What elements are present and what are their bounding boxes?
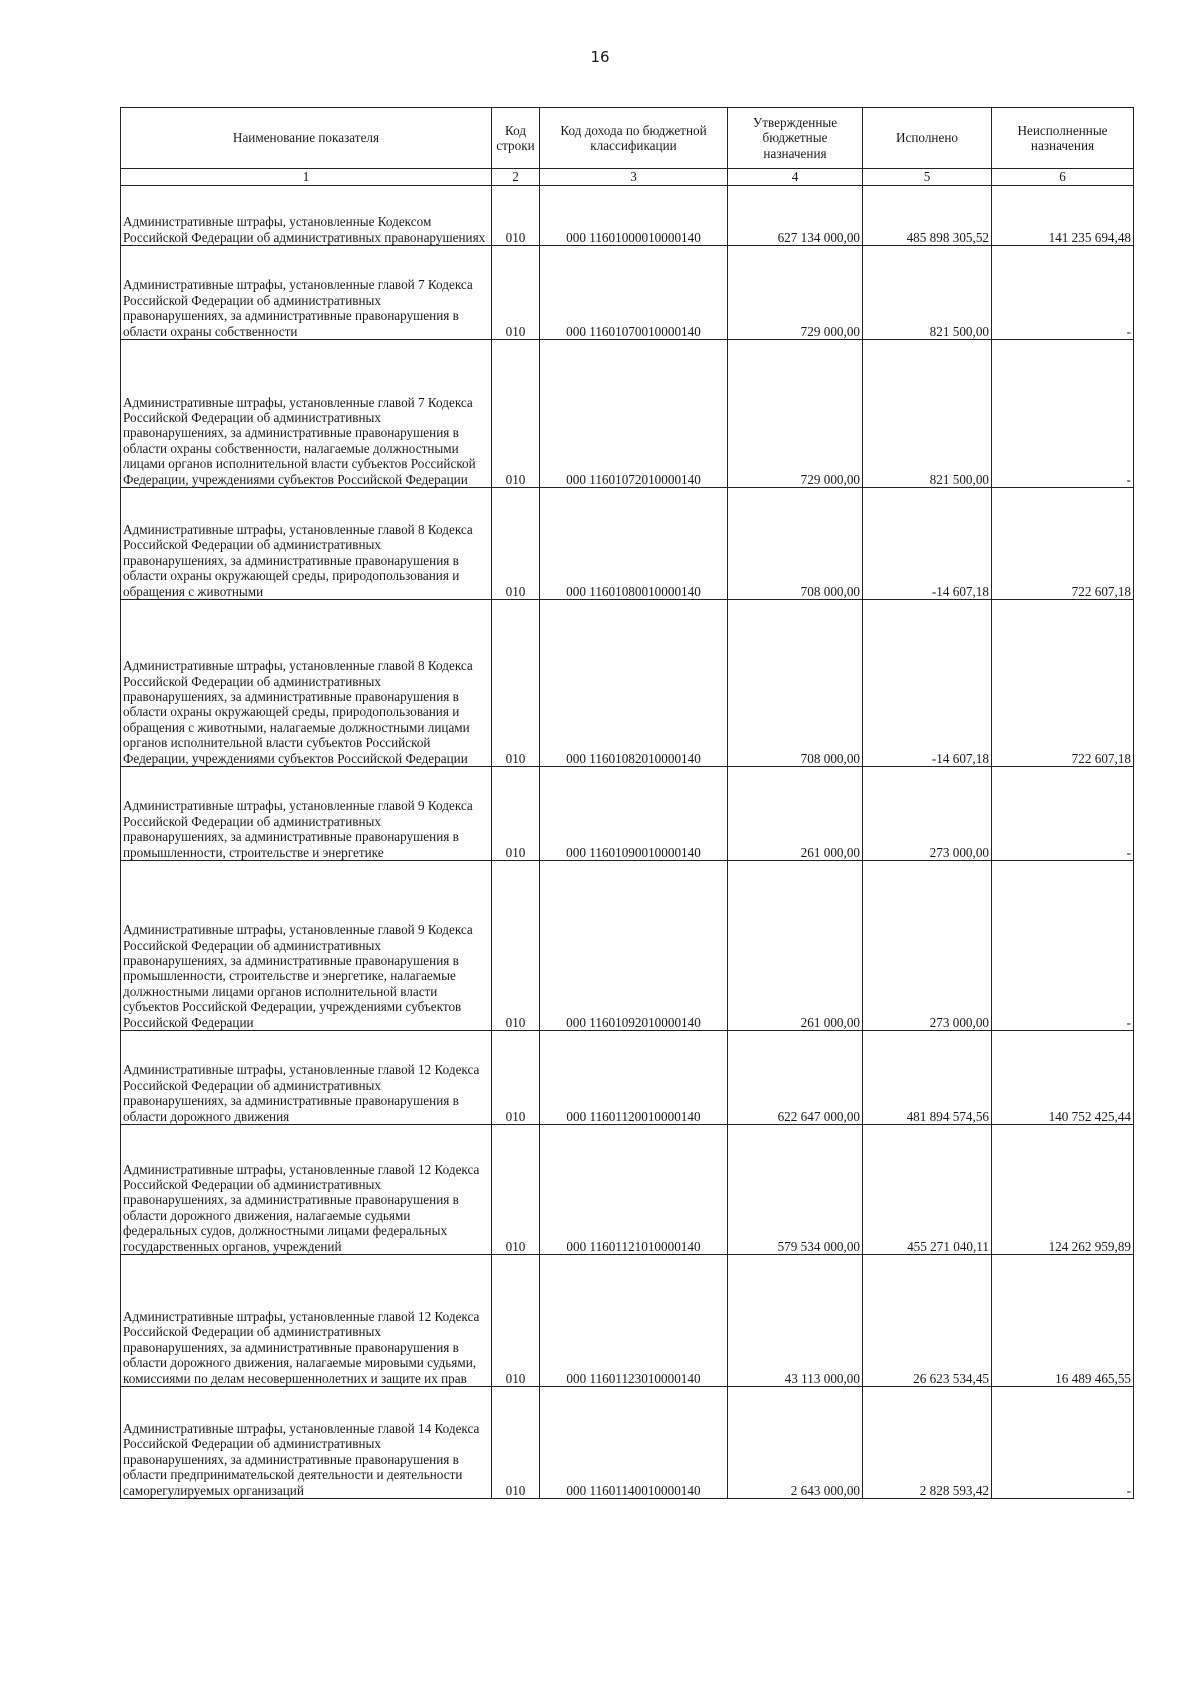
executed-amount: -14 607,18 xyxy=(863,488,992,600)
header-unexecuted: Неисполненные назначения xyxy=(992,108,1134,169)
approved-amount: 43 113 000,00 xyxy=(728,1255,863,1387)
unexecuted-amount: - xyxy=(992,340,1134,488)
indicator-name: Административные штрафы, установленные Кодексом Российской Федерации об административных правонарушениях xyxy=(121,186,492,246)
income-code: 000 11601090010000140 xyxy=(540,767,728,861)
approved-amount: 261 000,00 xyxy=(728,767,863,861)
column-number: 1 xyxy=(121,169,492,186)
approved-amount: 579 534 000,00 xyxy=(728,1125,863,1255)
line-code: 010 xyxy=(492,246,540,340)
table-row xyxy=(121,1255,1134,1387)
unexecuted-amount: 722 607,18 xyxy=(992,600,1134,767)
header-income-code: Код дохода по бюджетной классификации xyxy=(540,108,728,169)
indicator-name: Административные штрафы, установленные главой 7 Кодекса Российской Федерации об административных правонарушениях, за административные правонарушения в области охраны собственности, налагаемые должностными лицами органов исполнительной власти субъектов Российской Федерации, учреждениями субъектов Российской Федерации xyxy=(121,340,492,488)
income-code: 000 11601080010000140 xyxy=(540,488,728,600)
approved-amount: 627 134 000,00 xyxy=(728,186,863,246)
table-header xyxy=(121,108,1134,186)
executed-amount: 821 500,00 xyxy=(863,246,992,340)
executed-amount: 2 828 593,42 xyxy=(863,1387,992,1499)
header-approved: Утвержденные бюджетные назначения xyxy=(728,108,863,169)
table-row xyxy=(121,767,1134,861)
unexecuted-amount: 16 489 465,55 xyxy=(992,1255,1134,1387)
unexecuted-amount: - xyxy=(992,246,1134,340)
executed-amount: -14 607,18 xyxy=(863,600,992,767)
line-code: 010 xyxy=(492,1255,540,1387)
executed-amount: 821 500,00 xyxy=(863,340,992,488)
indicator-name: Административные штрафы, установленные главой 14 Кодекса Российской Федерации об административных правонарушениях, за административные правонарушения в области предпринимательской деятельности и деятельности саморегулируемых организаций xyxy=(121,1387,492,1499)
unexecuted-amount: 140 752 425,44 xyxy=(992,1031,1134,1125)
table-row xyxy=(121,246,1134,340)
table-row xyxy=(121,600,1134,767)
indicator-name: Административные штрафы, установленные главой 12 Кодекса Российской Федерации об административных правонарушениях, за административные правонарушения в области дорожного движения xyxy=(121,1031,492,1125)
line-code: 010 xyxy=(492,1125,540,1255)
line-code: 010 xyxy=(492,186,540,246)
indicator-name: Административные штрафы, установленные главой 8 Кодекса Российской Федерации об административных правонарушениях, за административные правонарушения в области охраны окружающей среды, природопользования и обращения с животными, налагаемые должностными лицами органов исполнительной власти субъектов Российской Федерации, учреждениями субъектов Российской Федерации xyxy=(121,600,492,767)
line-code: 010 xyxy=(492,767,540,861)
table-row xyxy=(121,861,1134,1031)
line-code: 010 xyxy=(492,1031,540,1125)
income-code: 000 11601000010000140 xyxy=(540,186,728,246)
approved-amount: 261 000,00 xyxy=(728,861,863,1031)
line-code: 010 xyxy=(492,340,540,488)
budget-execution-table xyxy=(120,107,1134,1499)
approved-amount: 2 643 000,00 xyxy=(728,1387,863,1499)
executed-amount: 273 000,00 xyxy=(863,861,992,1031)
approved-amount: 708 000,00 xyxy=(728,600,863,767)
indicator-name: Административные штрафы, установленные главой 12 Кодекса Российской Федерации об административных правонарушениях, за административные правонарушения в области дорожного движения, налагаемые судьями федеральных судов, должностными лицами федеральных государственных органов, учреждений xyxy=(121,1125,492,1255)
executed-amount: 26 623 534,45 xyxy=(863,1255,992,1387)
unexecuted-amount: - xyxy=(992,1387,1134,1499)
approved-amount: 708 000,00 xyxy=(728,488,863,600)
column-number: 5 xyxy=(863,169,992,186)
approved-amount: 622 647 000,00 xyxy=(728,1031,863,1125)
table-body xyxy=(121,186,1134,1499)
indicator-name: Административные штрафы, установленные главой 12 Кодекса Российской Федерации об административных правонарушениях, за административные правонарушения в области дорожного движения, налагаемые мировыми судьями, комиссиями по делам несовершеннолетних и защите их прав xyxy=(121,1255,492,1387)
income-code: 000 11601072010000140 xyxy=(540,340,728,488)
line-code: 010 xyxy=(492,600,540,767)
line-code: 010 xyxy=(492,488,540,600)
column-number-row xyxy=(121,169,1134,186)
approved-amount: 729 000,00 xyxy=(728,246,863,340)
table-row xyxy=(121,186,1134,246)
income-code: 000 11601120010000140 xyxy=(540,1031,728,1125)
column-number: 2 xyxy=(492,169,540,186)
income-code: 000 11601092010000140 xyxy=(540,861,728,1031)
line-code: 010 xyxy=(492,1387,540,1499)
column-number: 6 xyxy=(992,169,1134,186)
table-row xyxy=(121,1031,1134,1125)
indicator-name: Административные штрафы, установленные главой 9 Кодекса Российской Федерации об административных правонарушениях, за административные правонарушения в промышленности, строительстве и энергетике xyxy=(121,767,492,861)
column-number: 4 xyxy=(728,169,863,186)
table-row xyxy=(121,488,1134,600)
approved-amount: 729 000,00 xyxy=(728,340,863,488)
column-number: 3 xyxy=(540,169,728,186)
header-row xyxy=(121,108,1134,169)
header-executed: Исполнено xyxy=(863,108,992,169)
income-code: 000 11601140010000140 xyxy=(540,1387,728,1499)
header-line-code: Код строки xyxy=(492,108,540,169)
executed-amount: 455 271 040,11 xyxy=(863,1125,992,1255)
page-number: 16 xyxy=(590,48,610,66)
unexecuted-amount: 141 235 694,48 xyxy=(992,186,1134,246)
executed-amount: 273 000,00 xyxy=(863,767,992,861)
header-indicator-name: Наименование показателя xyxy=(121,108,492,169)
unexecuted-amount: 124 262 959,89 xyxy=(992,1125,1134,1255)
table-row xyxy=(121,1387,1134,1499)
unexecuted-amount: 722 607,18 xyxy=(992,488,1134,600)
income-code: 000 11601121010000140 xyxy=(540,1125,728,1255)
unexecuted-amount: - xyxy=(992,767,1134,861)
table-row xyxy=(121,340,1134,488)
line-code: 010 xyxy=(492,861,540,1031)
indicator-name: Административные штрафы, установленные главой 7 Кодекса Российской Федерации об административных правонарушениях, за административные правонарушения в области охраны собственности xyxy=(121,246,492,340)
income-code: 000 11601082010000140 xyxy=(540,600,728,767)
table-row xyxy=(121,1125,1134,1255)
indicator-name: Административные штрафы, установленные главой 9 Кодекса Российской Федерации об административных правонарушениях, за административные правонарушения в промышленности, строительстве и энергетике, налагаемые должностными лицами органов исполнительной власти субъектов Российской Федерации, учреждениями субъектов Российской Федерации xyxy=(121,861,492,1031)
executed-amount: 481 894 574,56 xyxy=(863,1031,992,1125)
income-code: 000 11601070010000140 xyxy=(540,246,728,340)
unexecuted-amount: - xyxy=(992,861,1134,1031)
income-code: 000 11601123010000140 xyxy=(540,1255,728,1387)
indicator-name: Административные штрафы, установленные главой 8 Кодекса Российской Федерации об административных правонарушениях, за административные правонарушения в области охраны окружающей среды, природопользования и обращения с животными xyxy=(121,488,492,600)
executed-amount: 485 898 305,52 xyxy=(863,186,992,246)
